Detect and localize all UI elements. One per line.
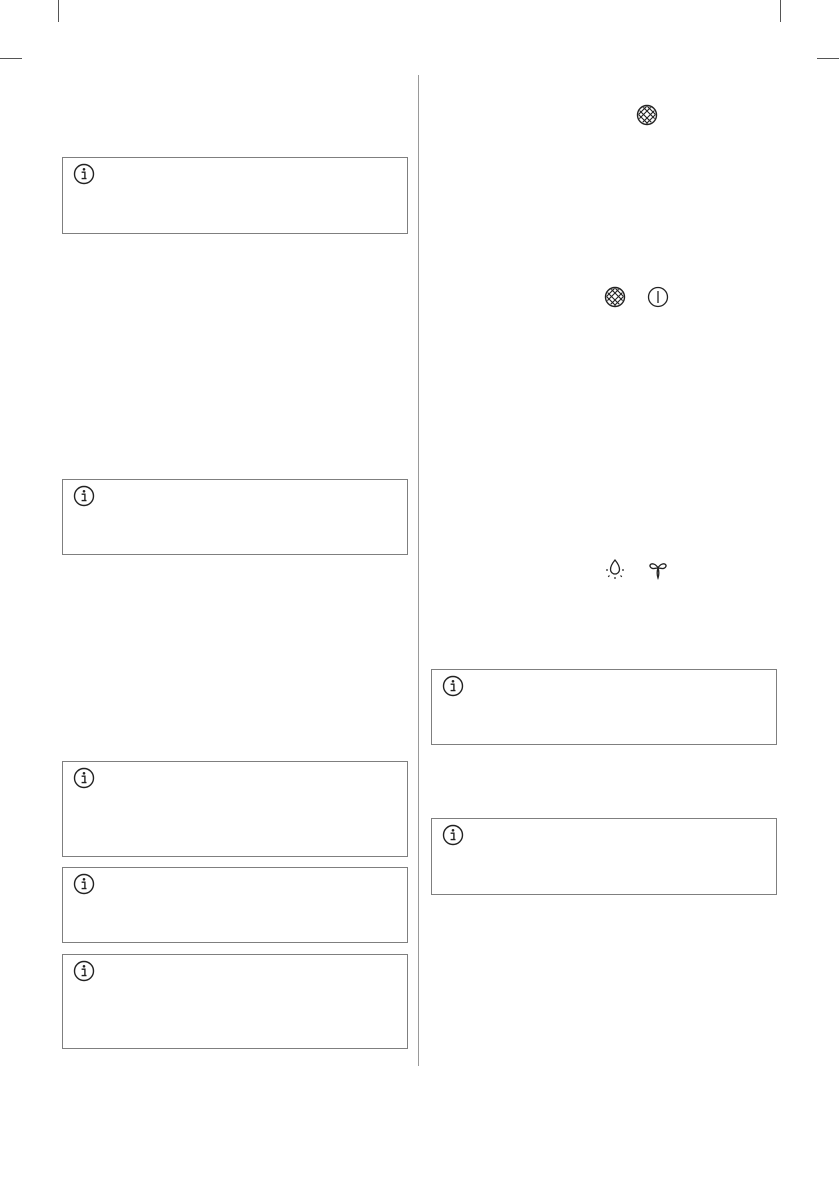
info-icon	[73, 960, 95, 982]
crop-mark-top-left-v	[58, 0, 59, 22]
info-icon	[442, 675, 464, 697]
info-icon	[73, 873, 95, 895]
info-icon	[73, 485, 95, 507]
power-icon	[647, 286, 669, 308]
crop-mark-top-left-h	[0, 58, 22, 59]
info-icon	[73, 767, 95, 789]
info-note-box	[62, 157, 408, 234]
info-note-box	[62, 954, 408, 1049]
info-note-box	[431, 818, 777, 895]
crop-mark-top-right-v	[780, 0, 781, 22]
grease-filter-icon	[604, 286, 626, 308]
info-icon	[73, 163, 95, 185]
crop-mark-top-right-h	[817, 58, 839, 59]
column-divider	[418, 75, 419, 1066]
fan-icon	[646, 557, 670, 581]
info-note-box	[62, 867, 408, 943]
info-note-box	[62, 479, 408, 555]
info-note-box	[431, 669, 777, 745]
light-icon	[603, 557, 627, 581]
grease-filter-icon	[636, 104, 658, 126]
info-icon	[442, 824, 464, 846]
info-note-box	[62, 761, 408, 857]
